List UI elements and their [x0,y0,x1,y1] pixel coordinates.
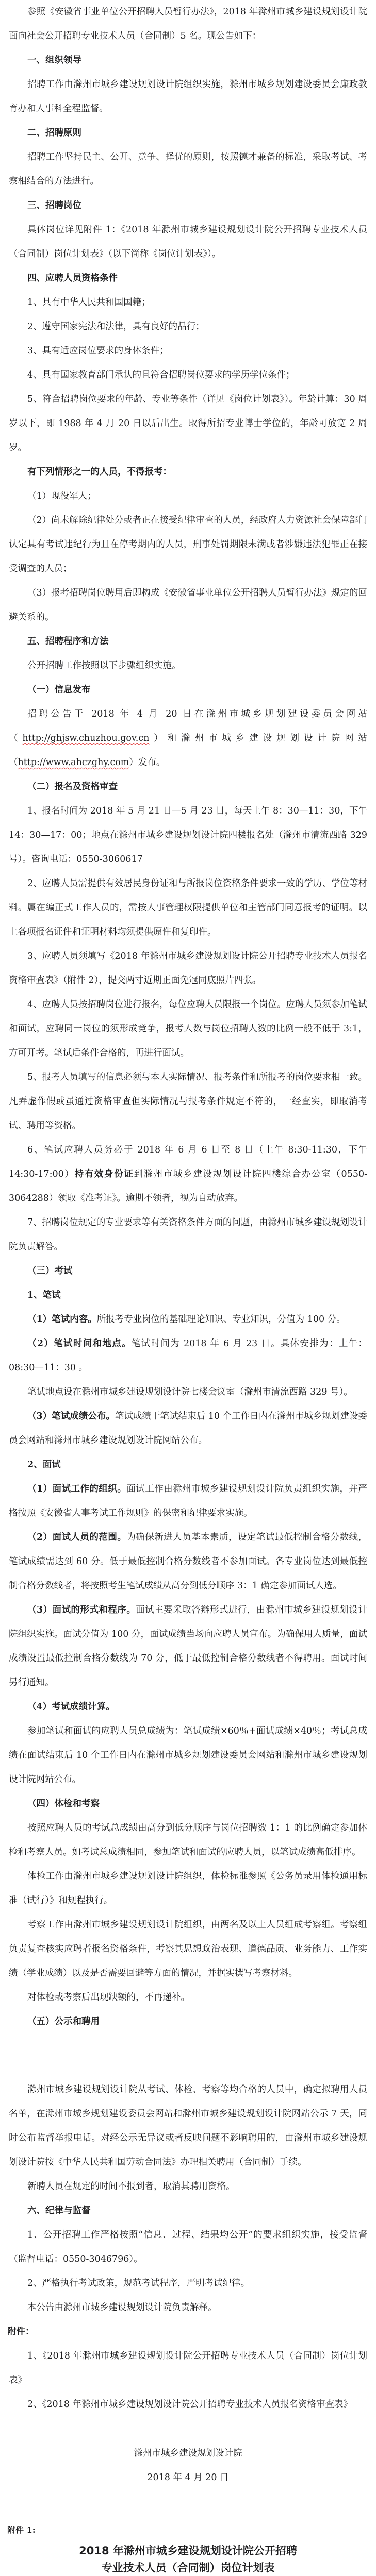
attachment1-title-line1: 2018 年滁州市城乡建设规划设计院公开招聘 [79,2545,297,2557]
section-heading: （一）信息发布 [27,685,91,695]
url-text: http://www.ahczghy.com [18,757,129,768]
section-heading: 三、招聘岗位 [27,200,81,211]
paragraph: （2）笔试时间和地点。笔试时间为 2018 年 6 月 23 日。具体安排为：上午：08:30—11：30 。 [9,1338,367,1373]
attachment1-section [0,2520,376,2576]
section-heading: 四、应聘人员资格条件 [27,273,118,283]
section-heading: （四）体检和考察 [27,1799,100,1809]
attachments-label: 附件： [7,2327,35,2337]
paragraph: 滁州市城乡建设规划设计院从考试、体检、考察等均合格的人员中，确定拟聘用人员名单，在滁州市城乡规划建设委员会网站和滁州市城乡建设规划设计院网站公示 7 天，同时公布监督举报电话。对经公示无异议或者反映问题不影响聘用的，由滁州市城乡建设规划设计院按《中华人民共和国劳动合同法》办理相关聘用（合同制）手续。 [9,2084,367,2167]
paragraph: 参加笔试和面试的应聘人员总成绩为：笔试成绩×60％+面试成绩×40％；考试总成绩在面试结束后 10 个工作日内在滁州市城乡规划建设委员会网站和滁州市城乡建设规划设计院网站公布。 [9,1726,367,1785]
paragraph: 考察工作由滁州市城乡建设规划设计院组织，由两名及以上人员组成考察组。考察组负责复查核实应聘者报名资格条件，考察其思想政治表现、道德品质、业务能力、工作实绩（学业成绩）以及是否需要回避等方面的情况，并据实撰写考察材料。 [9,1920,367,1978]
paragraph: （1）现役军人； [27,491,96,501]
paragraph: 按照应聘人员的考试总成绩由高分到低分顺序与岗位招聘数 1：1 的比例确定参加体检和考察人员。如考试总成绩相同，参加笔试和面试的应聘人员，以笔试成绩高低排序。 [9,1823,367,1857]
paragraph: 招聘工作坚持民主、公开、竞争、择优的原则，按照德才兼备的标准，采取考试、考察相结合的方法进行。 [9,152,367,187]
paragraph: 体检工作由滁州市城乡建设规划设计院组织，体检标准参照《公务员录用体检通用标准（试行）》和规程执行。 [9,1871,367,1906]
section-heading: 一、组织领导 [27,55,81,65]
paragraph: 5、符合招聘岗位要求的年龄、专业等条件（详见《岗位计划表》）。年龄计算：30 周岁以下，即 1988 年 4 月 20 日以后出生。取得所招专业博士学位的，年龄可放宽 2 周岁。 [9,394,367,453]
paragraph: 招聘公告于 2018 年 4 月 20 日在滁州市城乡规划建设委员会网站（http://ghjsw.chuzhou.gov.cn）和滁州市城乡建设规划设计院网站（http://www.ahczghy.com）发布。 [9,709,368,768]
paragraph: 1、报名时间为 2018 年 5 月 21 日—5 月 23 日，每天上午 8：30—11：30，下午 14：30—17：00；地点在滁州市城乡建设规划设计院四楼报名处（滁州市清流西路 329 号）。咨询电话：0550-3060617 [9,806,367,865]
paragraph: 1、具有中华人民共和国国籍； [27,297,151,308]
paragraph: （1）面试工作的组织。面试工作由滁州市城乡建设规划设计院负责组织实施，并严格按照《安徽省人事考试工作规则》的保密和纪律要求实施。 [9,1484,368,1518]
paragraph: 4、应聘人员按招聘岗位进行报名，每位应聘人员限报一个岗位。应聘人员须参加笔试和面试，应聘同一岗位的须形成竞争，报考人数与岗位招聘人数的比例一般不低于 3:1，方可开考。笔试后条件合格的，再进行面试。 [9,999,367,1058]
paragraph: 2、严格执行考试政策，规范考试程序，严明考试纪律。 [27,2278,250,2289]
paragraph: 2、应聘人员需提供有效居民身份证和与所报岗位资格条件要求一致的学历、学位等材料。属在编正式工作人员的，需按人事管理权限提供单位和主管部门同意报考的证明。以上各项报名证件和证明材料均须提供原件和复印件。 [9,878,367,937]
paragraph: （3）笔试成绩公布。笔试成绩于笔试结束后 10 个工作日内在滁州市城乡规划建设委员会网站和滁州市城乡建设规划设计院网站公布。 [9,1411,367,1446]
url-text: http://ghjsw.chuzhou.gov.cn [22,733,150,743]
paragraph: 2、《2018 年滁州市城乡建设规划设计院公开招聘专业技术人员报名资格审查表》 [27,2399,352,2410]
paragraph: 本公告由滁州市城乡建设规划设计院负责解释。 [27,2302,217,2313]
section-heading: （三）考试 [27,1266,73,1276]
attachment1-title-line2: 专业技术人员（合同制）岗位计划表 [101,2562,275,2574]
section-heading: 2、面试 [27,1460,61,1470]
section-heading: （4）考试成绩计算。 [27,1702,115,1712]
paragraph: 3、应聘人员须填写《2018 年滁州市城乡建设规划设计院公开招聘专业技术人员报名资格审查表》（附件 2），提交两寸近期正面免冠同底照片四张。 [9,951,367,986]
section-heading: （五）公示和聘用 [27,2016,100,2027]
section-heading: 有下列情形之一的人员，不得报考： [27,467,172,477]
paragraph: 公开招聘工作按照以下步骤组织实施。 [27,660,181,671]
section-heading: 1、笔试 [27,1290,61,1300]
paragraph: 4、具有国家教育部门承认的且符合招聘岗位要求的学历学位条件； [27,370,295,380]
paragraph: 2、遵守国家宪法和法律，具有良好的品行； [27,321,205,332]
paragraph: 对体检或考察后出现缺额的，不再递补。 [27,1992,190,2003]
paragraph: （3）面试的形式和程序。面试主要采取答辩形式进行，由滁州市城乡建设规划设计院组织实施。面试分值为 100 分，面试成绩当场向应聘人员宣布。为确保用人质量，面试成绩设置最低控制合格分数线为 70 分，低于最低控制合格分数线者不得聘用。面试时间另行通知。 [9,1605,367,1688]
paragraph: 具体岗位详见附件 1：《2018 年滁州市城乡建设规划设计院公开招聘专业技术人员（合同制）岗位计划表》（以下简称《岗位计划表》）。 [9,225,367,259]
section-heading: 二、招聘原则 [27,128,81,138]
paragraph: 5、报考人员填写的信息必须与本人实际情况、报考条件和所报考的岗位要求相一致。凡弄虚作假或虽通过资格审查但实际情况与报考条件规定不符的，一经查实，即取消考试、聘用等资格。 [9,1072,367,1131]
attachment1-label: 附件 1: [7,2525,36,2535]
section-heading: 六、纪律与监督 [27,2206,91,2216]
paragraph: 新聘人员在规定的时间不报到者，取消其聘用资格。 [27,2181,235,2192]
paragraph: 参照《安徽省事业单位公开招聘人员暂行办法》，2018 年滁州市城乡建设规划设计院面向社会公开招聘专业技术人员（合同制）5 名。现公告如下： [9,7,367,41]
paragraph: 1、公开招聘工作严格按照“信息、过程、结果均公开”的要求组织实施，接受监督（监督电话：0550-3046796）。 [9,2230,367,2264]
paragraph: 招聘工作由滁州市城乡建设规划设计院组织实施，滁州市城乡规划建设委员会廉政教育办和人事科全程监督。 [9,79,367,114]
paragraph: 笔试地点设在滁州市城乡建设规划设计院七楼会议室（滁州市清流西路 329 号）。 [27,1387,353,1397]
paragraph: （1）笔试内容。所报考专业岗位的基础理论知识、专业知识，分值为 100 分。 [27,1314,346,1325]
paragraph: （2）面试人员的范围。为确保新进人员基本素质，设定笔试最低控制合格分数线，笔试成绩需达到 60 分。低于最低控制合格分数线者不参加面试。各专业岗位达到最低控制合格分数线者，将按照考生笔试成绩从高分到低分顺序 3：1 确定参加面试人选。 [9,1532,368,1591]
attachment1-title [0,2543,376,2576]
section-heading: 五、招聘程序和方法 [27,636,109,647]
paragraph: 6、笔试应聘人员务必于 2018 年 6 月 6 日至 8 日（上午 8:30-11:30，下午 14:30-17:00）持有效身份证到滁州市城乡建设规划设计院四楼综合办公室（0550-3064288）领取《准考证》。逾期不领者，视为自动放弃。 [9,1145,368,1204]
paragraph: 3、具有适应岗位要求的身体条件； [27,346,169,356]
signature-line: 滁州市城乡建设规划设计院 [134,2448,242,2459]
paragraph: 1、《2018 年滁州市城乡建设规划设计院公开招聘专业技术人员（合同制）岗位计划表》 [9,2351,367,2385]
paragraph: （3）报考招聘岗位聘用后即构成《安徽省事业单位公开招聘人员暂行办法》规定的回避关系的。 [9,588,367,622]
paragraph: 7、招聘岗位规定的专业要求等有关资格条件方面的问题，由滁州市城乡建设规划设计院负责解答。 [9,1217,367,1252]
section-heading: （二）报名及资格审查 [27,782,118,792]
paragraph: （2）尚未解除纪律处分或者正在接受纪律审查的人员，经政府人力资源社会保障部门认定具有考试违纪行为且在停考期内的人员，刑事处罚期限未满或者涉嫌违法犯罪正在接受调查的人员； [9,515,367,574]
signature-line: 2018 年 4 月 20 日 [147,2472,229,2483]
